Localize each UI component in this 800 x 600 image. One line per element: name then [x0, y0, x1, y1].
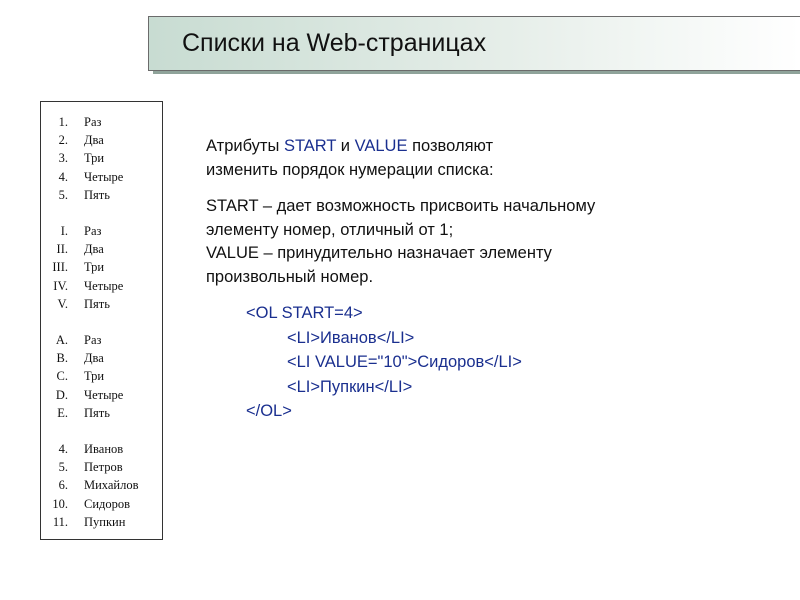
code-line: <LI>Пупкин</LI> — [287, 377, 413, 396]
list-item-number: B. — [56, 351, 68, 366]
list-item — [41, 387, 162, 405]
list-item — [41, 441, 162, 459]
start-keyword: START — [283, 137, 337, 155]
list-item-text: Два — [84, 133, 104, 148]
list-item-text: Михайлов — [84, 478, 139, 493]
example-list — [41, 114, 162, 205]
list-item — [41, 350, 162, 368]
list-item-number: 11. — [52, 514, 68, 529]
list-item — [41, 332, 162, 350]
list-item-text: Два — [84, 351, 104, 366]
example-list — [41, 332, 162, 423]
list-item — [41, 459, 162, 477]
example-list — [41, 223, 162, 314]
list-item — [41, 368, 162, 386]
title-underline — [153, 71, 800, 74]
list-item-number: V. — [57, 296, 68, 311]
list-item-number: III. — [52, 260, 68, 275]
list-item-number: 1. — [58, 115, 68, 129]
list-item-number: 4. — [58, 442, 68, 456]
code-line: <LI>Иванов</LI> — [287, 328, 415, 347]
list-item-number: E. — [57, 405, 68, 420]
list-item-number: 5. — [58, 187, 68, 202]
list-item — [41, 241, 162, 259]
list-item-text: Раз — [84, 224, 102, 238]
list-item — [41, 496, 162, 514]
list-item-number: II. — [56, 242, 68, 257]
slide-title: Списки на Web-страницах — [182, 29, 487, 57]
list-item-text: Три — [84, 151, 105, 166]
example-lists-box — [40, 101, 163, 540]
list-item-number: C. — [56, 369, 68, 384]
list-item-number: D. — [55, 387, 68, 402]
list-item-text: Пять — [84, 187, 110, 202]
list-item-number: 10. — [52, 496, 68, 511]
list-item-number: 2. — [58, 133, 68, 148]
list-item — [41, 477, 162, 495]
list-item — [41, 223, 162, 241]
list-item — [41, 278, 162, 296]
list-item-number: 3. — [58, 151, 68, 166]
list-item-number: A. — [55, 333, 68, 347]
list-item-number: 4. — [58, 169, 68, 184]
list-item-text: Четыре — [84, 387, 124, 402]
list-item-text: Три — [84, 260, 105, 275]
value-keyword: VALUE — [354, 137, 408, 155]
list-item-text: Два — [84, 242, 104, 257]
list-item-number: 6. — [58, 478, 68, 493]
code-line: </OL> — [246, 402, 292, 420]
list-item — [41, 514, 162, 532]
list-item — [41, 150, 162, 168]
list-item — [41, 169, 162, 187]
list-item-text: Пять — [84, 296, 110, 311]
description-paragraph-2: START – дает возможность присвоить начальному элементу номер, отличный от 1; VALUE – принудительно назначает элементу произвольный номер. — [206, 197, 596, 286]
list-item-text: Петров — [84, 460, 123, 475]
list-item-text: Раз — [84, 333, 102, 347]
list-item-text: Четыре — [84, 169, 124, 184]
list-item — [41, 114, 162, 132]
list-item-text: Раз — [84, 115, 102, 129]
slide-title-bar — [148, 16, 800, 71]
code-line: <OL START=4> — [246, 304, 363, 322]
list-item-text: Три — [84, 369, 105, 384]
list-item — [41, 259, 162, 277]
example-list — [41, 441, 162, 532]
code-line: <LI VALUE="10">Сидоров</LI> — [287, 353, 522, 371]
list-item-text: Пять — [84, 405, 110, 420]
list-item-text: Пупкин — [84, 514, 126, 529]
list-item — [41, 132, 162, 150]
description-paragraph-1: Атрибуты START и VALUE позволяют изменить порядок нумерации списка: — [206, 137, 494, 179]
list-item-number: IV. — [53, 278, 68, 293]
list-item-text: Иванов — [84, 442, 124, 456]
list-item — [41, 405, 162, 423]
list-item-number: I. — [60, 224, 68, 238]
code-example — [246, 301, 522, 424]
list-item — [41, 187, 162, 205]
list-item-text: Сидоров — [84, 496, 131, 511]
list-item-number: 5. — [58, 460, 68, 475]
list-item — [41, 296, 162, 314]
description-text — [206, 135, 766, 286]
list-item-text: Четыре — [84, 278, 124, 293]
